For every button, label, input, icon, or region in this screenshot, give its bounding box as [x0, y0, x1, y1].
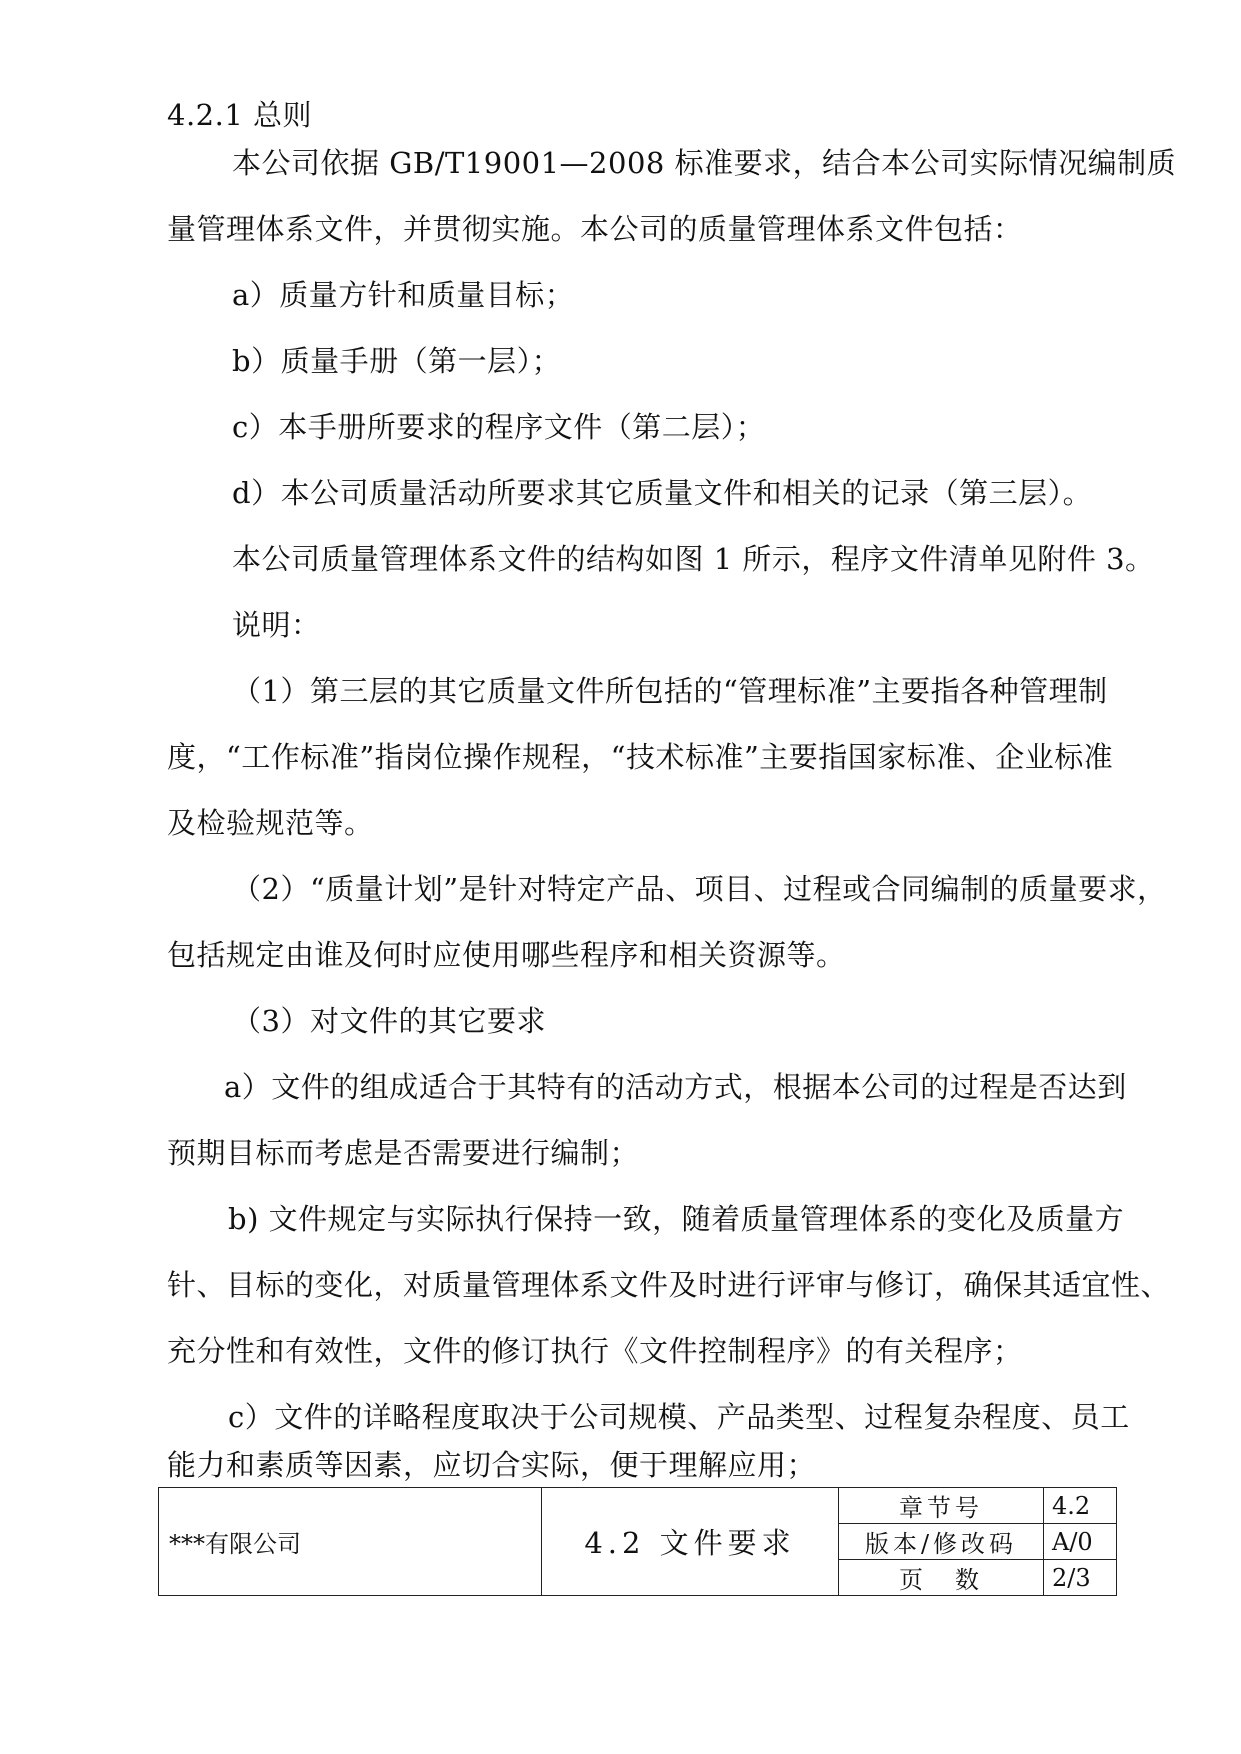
paragraph-line: 量管理体系文件，并贯彻实施。本公司的质量管理体系文件包括： — [167, 212, 1023, 246]
page-label: 页 数 — [839, 1560, 1044, 1596]
paragraph-line: 预期目标而考虑是否需要进行编制； — [167, 1136, 640, 1170]
paragraph-line: 充分性和有效性，文件的修订执行《文件控制程序》的有关程序； — [167, 1334, 1023, 1368]
paragraph-line: 包括规定由谁及何时应使用哪些程序和相关资源等。 — [167, 938, 846, 972]
list-item: b）质量手册（第一层）； — [232, 344, 562, 378]
version-value: A/0 — [1044, 1524, 1117, 1560]
page-value: 2/3 — [1044, 1560, 1117, 1596]
notes-heading: 说明： — [232, 608, 321, 642]
list-item: b) 文件规定与实际执行保持一致，随着质量管理体系的变化及质量方 — [228, 1202, 1125, 1236]
paragraph-line: 本公司依据 GB/T19001—2008 标准要求，结合本公司实际情况编制质 — [232, 146, 1177, 180]
paragraph-line: 能力和素质等因素，应切合实际，便于理解应用； — [167, 1448, 817, 1482]
paragraph-line: 度，“工作标准”指岗位操作规程，“技术标准”主要指国家标准、企业标准 — [167, 740, 1114, 774]
paragraph-line: 针、目标的变化，对质量管理体系文件及时进行评审与修订，确保其适宜性、 — [167, 1268, 1171, 1302]
chapter-label: 章节号 — [839, 1488, 1044, 1524]
paragraph-line: （1）第三层的其它质量文件所包括的“管理标准”主要指各种管理制 — [232, 674, 1108, 708]
paragraph-line: （3）对文件的其它要求 — [232, 1004, 546, 1038]
list-item: a）文件的组成适合于其特有的活动方式，根据本公司的过程是否达到 — [224, 1070, 1127, 1104]
chapter-value: 4.2 — [1044, 1488, 1117, 1524]
list-item: a）质量方针和质量目标； — [232, 278, 575, 312]
version-label: 版本/修改码 — [839, 1524, 1044, 1560]
paragraph-line: 及检验规范等。 — [167, 806, 374, 840]
list-item: c）文件的详略程度取决于公司规模、产品类型、过程复杂程度、员工 — [228, 1400, 1130, 1434]
company-name: ***有限公司 — [159, 1488, 542, 1596]
section-title: 4.2 文件要求 — [542, 1488, 839, 1596]
section-heading: 4.2.1 总则 — [167, 98, 313, 132]
paragraph-line: 本公司质量管理体系文件的结构如图 1 所示，程序文件清单见附件 3。 — [232, 542, 1155, 576]
paragraph-line: （2）“质量计划”是针对特定产品、项目、过程或合同编制的质量要求， — [232, 872, 1167, 906]
document-footer-table — [158, 1487, 1117, 1596]
list-item: d）本公司质量活动所要求其它质量文件和相关的记录（第三层）。 — [232, 476, 1093, 510]
list-item: c）本手册所要求的程序文件（第二层）； — [232, 410, 766, 444]
